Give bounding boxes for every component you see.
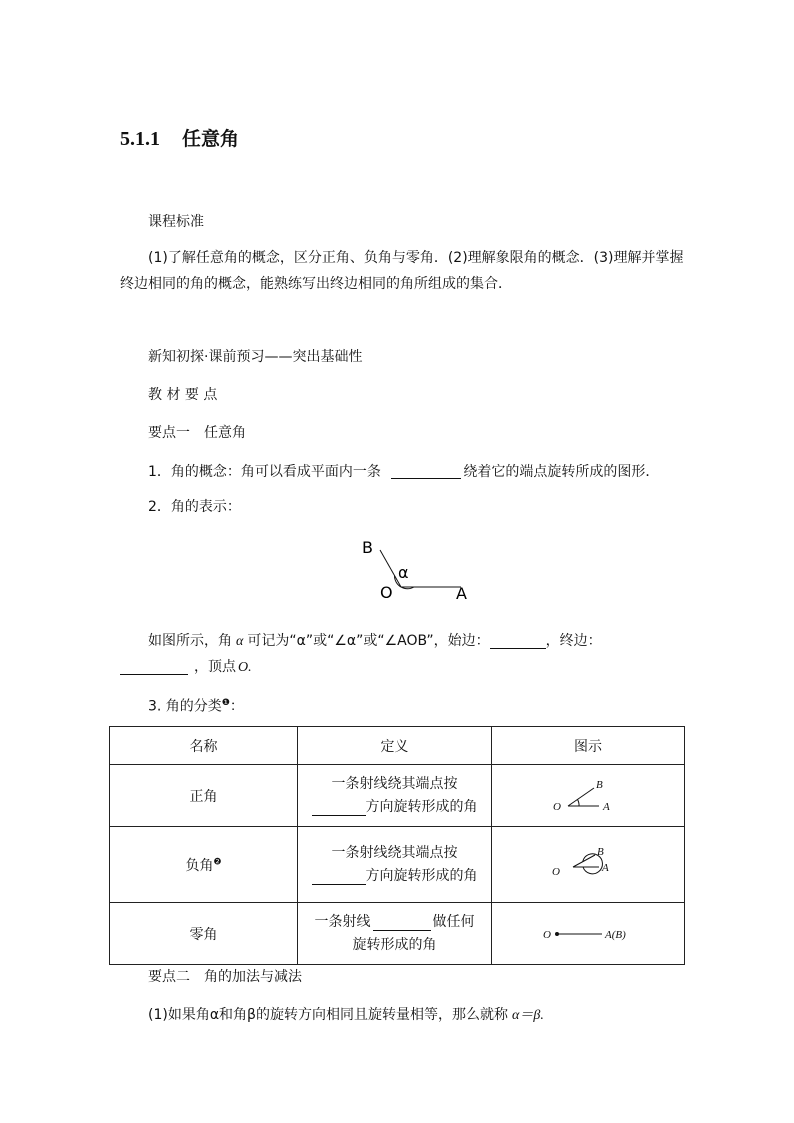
label-B: B <box>362 538 373 557</box>
fill-blank <box>490 634 546 649</box>
angle-name: 零角 <box>110 903 298 965</box>
standard-heading: 课程标准 <box>148 214 204 230</box>
svg-text:A: A <box>603 800 610 813</box>
angle-diagram <box>492 827 685 903</box>
svg-text:O: O <box>552 865 560 878</box>
label-alpha: α <box>398 563 409 582</box>
item-angle-classification: 3. 角的分类$^❶$： <box>148 698 244 715</box>
label-O: O <box>380 583 393 602</box>
fill-blank <box>391 464 461 479</box>
positive-angle-figure <box>543 776 633 816</box>
svg-text:B: B <box>596 778 603 791</box>
table-header: 名称 <box>110 727 298 765</box>
section-title <box>120 124 239 151</box>
zero-angle-figure <box>538 919 638 949</box>
table-row <box>110 827 685 903</box>
angle-diagram <box>492 765 685 827</box>
table-header: 图示 <box>492 727 685 765</box>
standard-line-1: (1)了解任意角的概念，区分正角、负角与零角．(2)理解象限角的概念．(3)理解并掌握 <box>148 250 684 266</box>
fill-blank <box>312 870 366 885</box>
fill-blank <box>373 916 431 931</box>
angle-name: 负角$^❷$ <box>110 827 298 903</box>
classification-table <box>109 726 685 965</box>
negative-angle-figure <box>543 843 633 887</box>
table-header: 定义 <box>298 727 492 765</box>
angle-figure <box>340 536 480 606</box>
section-name: 任意角 <box>182 128 240 150</box>
angle-definition: 一条射线绕其端点按 方向旋转形成的角 <box>298 765 492 827</box>
preview-heading: 新知初探·课前预习——突出基础性 <box>148 349 363 365</box>
label-A: A <box>456 584 467 603</box>
textbook-points-heading: 教 材 要 点 <box>148 387 218 403</box>
item-angle-notation: 2．角的表示： <box>148 499 241 515</box>
angle-definition: 一条射线 做任何 旋转形成的角 <box>298 903 492 965</box>
point-one-heading: 要点一 任意角 <box>148 425 246 441</box>
point-two-text: (1)如果角α和角β的旋转方向相同且旋转量相等，那么就称 α＝β. <box>148 1007 544 1023</box>
angle-diagram <box>492 903 685 965</box>
svg-text:A: A <box>602 861 609 874</box>
section-number: 5.1.1 <box>120 128 160 150</box>
item-angle-concept: 1．角的概念：角可以看成平面内一条 绕着它的端点旋转所成的图形． <box>148 464 660 480</box>
point-two-heading: 要点二 角的加法与减法 <box>148 969 302 985</box>
notation-description-cont: ，顶点 O. <box>120 660 252 675</box>
svg-text:O: O <box>543 928 551 941</box>
footnote-marker: ❷ <box>213 856 222 867</box>
angle-definition: 一条射线绕其端点按 方向旋转形成的角 <box>298 827 492 903</box>
angle-name: 正角 <box>110 765 298 827</box>
table-row <box>110 903 685 965</box>
table-row <box>110 765 685 827</box>
fill-blank <box>120 660 188 675</box>
svg-text:A(B): A(B) <box>605 928 626 941</box>
svg-text:O: O <box>553 800 561 813</box>
fill-blank <box>312 801 366 816</box>
footnote-marker: ❶ <box>221 698 230 708</box>
svg-text:B: B <box>597 845 604 858</box>
table-header-row <box>110 727 685 765</box>
notation-description: 如图所示，角 α 可记为“α”或“∠α”或“∠AOB”，始边： ，终边： <box>148 633 602 649</box>
standard-line-2: 终边相同的角的概念，能熟练写出终边相同的角所组成的集合． <box>120 276 512 292</box>
